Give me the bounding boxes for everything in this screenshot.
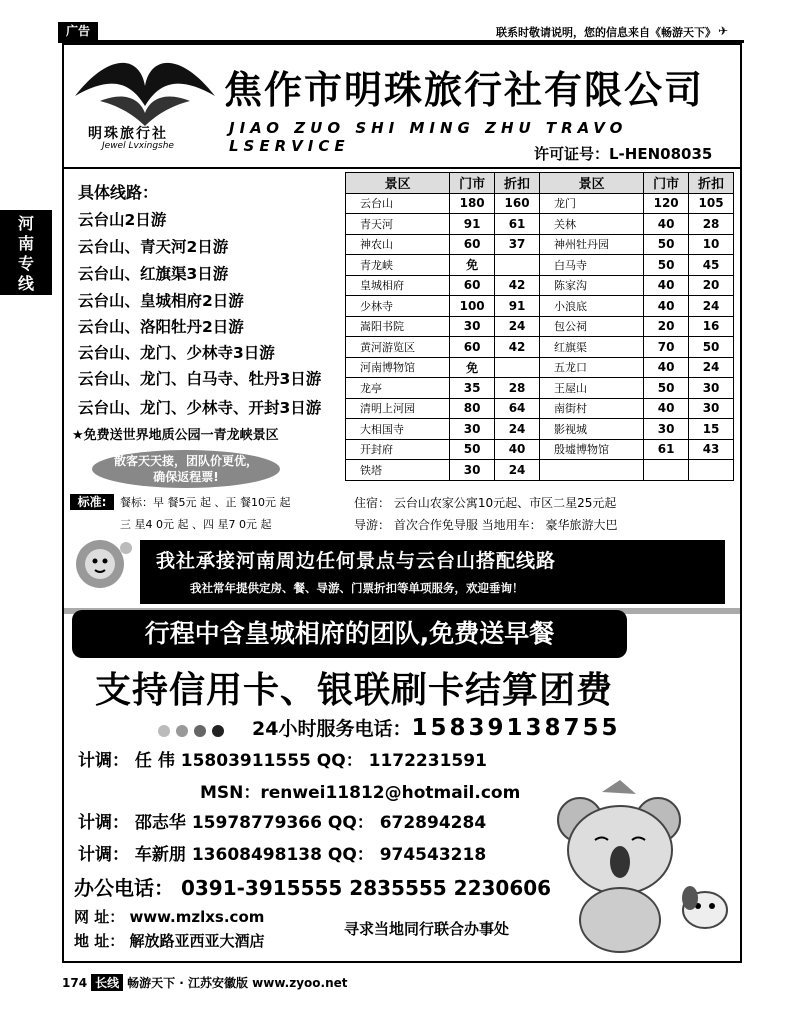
table-row <box>346 337 734 358</box>
table-row <box>346 296 734 317</box>
list-price-cell: 40 <box>644 357 689 378</box>
list-price-cell: 80 <box>450 398 495 419</box>
page-number: 174 <box>62 976 88 990</box>
breakfast-offer: 行程中含皇城相府的团队,免费送早餐 <box>72 610 627 658</box>
ad-tag: 广告 <box>58 22 98 40</box>
discount-price-cell: 15 <box>689 419 734 440</box>
discount-price-cell: 160 <box>495 193 540 214</box>
discount-price-cell: 16 <box>689 316 734 337</box>
table-row <box>346 460 734 481</box>
scenic-name-cell: 嵩阳书院 <box>346 316 450 337</box>
scenic-name-cell: 五龙口 <box>539 357 643 378</box>
discount-price-cell: 20 <box>689 275 734 296</box>
company-english-name: JIAO ZUO SHI MING ZHU TRAVO LSERVICE <box>229 119 628 155</box>
discount-price-cell: 42 <box>495 275 540 296</box>
service-banner <box>140 540 725 604</box>
list-price-cell: 91 <box>450 214 495 235</box>
route-item: 云台山、青天河2日游 <box>78 238 229 256</box>
footer-text: 畅游天下 · 江苏安徽版 www.zyoo.net <box>127 976 348 990</box>
list-price-cell: 20 <box>644 316 689 337</box>
hotel-standard: 三 星4 0元 起 、四 星7 0元 起 <box>120 518 272 531</box>
guarantee-line: 散客天天接，团队价更优， <box>113 454 258 468</box>
scenic-name-cell: 铁塔 <box>346 460 450 481</box>
scenic-name-cell: 河南博物馆 <box>346 357 450 378</box>
list-price-cell <box>644 460 689 481</box>
list-price-cell: 30 <box>450 316 495 337</box>
list-price-cell: 40 <box>644 296 689 317</box>
list-price-cell: 免 <box>450 357 495 378</box>
table-row <box>346 357 734 378</box>
list-price-cell: 30 <box>450 460 495 481</box>
lodging-info: 住宿： 云台山农家公寓10元起、市区二星25元起 <box>354 496 617 510</box>
discount-price-cell: 10 <box>689 234 734 255</box>
scenic-name-cell: 殷墟博物馆 <box>539 439 643 460</box>
dot-icon <box>212 725 224 737</box>
logo-text: 明珠旅行社 <box>88 126 168 142</box>
top-note: 联系时敬请说明，您的信息来自《畅游天下》 <box>496 26 716 39</box>
koala-mascot-icon <box>540 780 740 960</box>
discount-price-cell: 45 <box>689 255 734 276</box>
scenic-name-cell: 青龙峡 <box>346 255 450 276</box>
discount-price-cell <box>495 255 540 276</box>
list-price-cell: 50 <box>450 439 495 460</box>
col-header: 景区 <box>346 173 450 194</box>
hotline-label: 24小时服务电话： <box>252 718 412 740</box>
hotline-number[interactable]: 15839138755 <box>411 715 621 741</box>
company-name: 焦作市明珠旅行社有限公司 <box>224 67 705 112</box>
list-price-cell: 61 <box>644 439 689 460</box>
scenic-name-cell: 黄河游览区 <box>346 337 450 358</box>
discount-price-cell: 28 <box>689 214 734 235</box>
scenic-name-cell: 清明上河园 <box>346 398 450 419</box>
scenic-name-cell: 龙亭 <box>346 378 450 399</box>
discount-price-cell: 105 <box>689 193 734 214</box>
col-header: 门市 <box>644 173 689 194</box>
list-price-cell: 60 <box>450 275 495 296</box>
free-promo: ★免费送世界地质公园一青龙峡景区 <box>72 428 279 443</box>
route-item: 云台山、红旗渠3日游 <box>78 265 229 283</box>
scenic-name-cell: 神州牡丹园 <box>539 234 643 255</box>
pearl-logo-icon <box>70 51 220 129</box>
credit-card-notice: 支持信用卡、银联刷卡结算团费 <box>95 670 614 711</box>
company-header <box>64 45 740 169</box>
logo-pinyin: Jewel Lvxingshe <box>102 141 174 151</box>
scenic-name-cell: 少林寺 <box>346 296 450 317</box>
discount-price-cell: 37 <box>495 234 540 255</box>
list-price-cell: 40 <box>644 275 689 296</box>
scenic-name-cell: 云台山 <box>346 193 450 214</box>
scenic-name-cell: 王屋山 <box>539 378 643 399</box>
table-row <box>346 275 734 296</box>
msn-line: MSN：renwei11812@hotmail.com <box>200 783 521 803</box>
scenic-name-cell: 小浪底 <box>539 296 643 317</box>
scenic-name-cell: 开封府 <box>346 439 450 460</box>
col-header: 门市 <box>450 173 495 194</box>
list-price-cell: 50 <box>644 234 689 255</box>
address: 地 址： 解放路亚西亚大酒店 <box>74 932 265 950</box>
route-item: 云台山、洛阳牡丹2日游 <box>78 318 244 336</box>
decor-dots <box>158 722 230 741</box>
list-price-cell: 180 <box>450 193 495 214</box>
table-row <box>346 316 734 337</box>
table-row <box>346 214 734 235</box>
meal-standard: 餐标：早 餐5元 起 、正 餐10元 起 <box>120 496 291 509</box>
scenic-price-table <box>345 172 734 481</box>
scenic-name-cell: 神农山 <box>346 234 450 255</box>
lion-mascot-icon <box>68 532 138 602</box>
route-item: 云台山、龙门、少林寺、开封3日游 <box>78 399 322 417</box>
col-header: 折扣 <box>689 173 734 194</box>
discount-price-cell: 24 <box>495 460 540 481</box>
list-price-cell: 35 <box>450 378 495 399</box>
discount-price-cell: 24 <box>689 357 734 378</box>
discount-price-cell: 40 <box>495 439 540 460</box>
table-row <box>346 439 734 460</box>
scenic-name-cell: 影视城 <box>539 419 643 440</box>
list-price-cell: 50 <box>644 378 689 399</box>
route-item: 云台山、龙门、少林寺3日游 <box>78 344 275 362</box>
discount-price-cell: 64 <box>495 398 540 419</box>
discount-price-cell: 61 <box>495 214 540 235</box>
scenic-name-cell: 南街村 <box>539 398 643 419</box>
guarantee-line: 确保返程票! <box>153 470 219 484</box>
list-price-cell: 100 <box>450 296 495 317</box>
scenic-name-cell: 大相国寺 <box>346 419 450 440</box>
discount-price-cell: 30 <box>689 398 734 419</box>
page-footer <box>62 974 348 991</box>
list-price-cell: 60 <box>450 337 495 358</box>
scenic-name-cell: 包公祠 <box>539 316 643 337</box>
license-number: 许可证号：L-HEN08035 <box>534 145 713 163</box>
col-header: 景区 <box>539 173 643 194</box>
table-row <box>346 234 734 255</box>
standards-tag: 标准: <box>70 494 114 510</box>
route-item: 云台山、龙门、白马寺、牡丹3日游 <box>78 370 322 388</box>
scenic-name-cell: 龙门 <box>539 193 643 214</box>
routes-heading: 具体线路： <box>78 183 159 202</box>
side-tab-label: 河南专线 <box>17 214 34 293</box>
list-price-cell: 30 <box>450 419 495 440</box>
table-row <box>346 419 734 440</box>
dot-icon <box>176 725 188 737</box>
list-price-cell: 40 <box>644 214 689 235</box>
seek-partner: 寻求当地同行联合办事处 <box>344 920 510 938</box>
guide-info: 导游： 首次合作免导服 当地用车： 豪华旅游大巴 <box>354 518 618 532</box>
scenic-name-cell <box>539 460 643 481</box>
hotline <box>252 714 621 741</box>
scenic-name-cell: 红旗渠 <box>539 337 643 358</box>
table-row <box>346 193 734 214</box>
discount-price-cell: 30 <box>689 378 734 399</box>
discount-price-cell: 43 <box>689 439 734 460</box>
discount-price-cell: 42 <box>495 337 540 358</box>
discount-price-cell <box>495 357 540 378</box>
list-price-cell: 60 <box>450 234 495 255</box>
list-price-cell: 70 <box>644 337 689 358</box>
col-header: 折扣 <box>495 173 540 194</box>
table-row <box>346 398 734 419</box>
scenic-name-cell: 关林 <box>539 214 643 235</box>
dot-icon <box>194 725 206 737</box>
website[interactable]: 网 址： www.mzlxs.com <box>74 908 265 926</box>
route-item: 云台山2日游 <box>78 211 167 229</box>
list-price-cell: 40 <box>644 398 689 419</box>
route-item: 云台山、皇城相府2日游 <box>78 292 244 310</box>
scenic-name-cell: 皇城相府 <box>346 275 450 296</box>
office-phones: 办公电话： 0391-3915555 2835555 2230606 <box>74 876 552 900</box>
list-price-cell: 30 <box>644 419 689 440</box>
contact-line: 计调： 邵志华 15978779366 QQ： 672894284 <box>78 813 487 833</box>
side-tab <box>0 210 52 295</box>
discount-price-cell: 24 <box>689 296 734 317</box>
guarantee-oval <box>92 450 280 488</box>
discount-price-cell: 24 <box>495 419 540 440</box>
table-header-row <box>346 173 734 194</box>
list-price-cell: 50 <box>644 255 689 276</box>
discount-price-cell: 50 <box>689 337 734 358</box>
list-price-cell: 120 <box>644 193 689 214</box>
discount-price-cell: 24 <box>495 316 540 337</box>
table-row <box>346 378 734 399</box>
section-tag: 长线 <box>91 974 123 991</box>
scenic-name-cell: 青天河 <box>346 214 450 235</box>
contact-line: 计调： 车新朋 13608498138 QQ： 974543218 <box>78 845 487 865</box>
magazine-logo-icon: ✈ <box>718 24 729 38</box>
dot-icon <box>158 725 170 737</box>
list-price-cell: 免 <box>450 255 495 276</box>
discount-price-cell: 28 <box>495 378 540 399</box>
contact-line: 计调： 任 伟 15803911555 QQ： 1172231591 <box>78 751 487 771</box>
scenic-name-cell: 白马寺 <box>539 255 643 276</box>
discount-price-cell <box>689 460 734 481</box>
banner-subline: 我社常年提供定房、餐、导游、门票折扣等单项服务，欢迎垂询！ <box>190 581 524 595</box>
table-row <box>346 255 734 276</box>
banner-headline: 我社承接河南周边任何景点与云台山搭配线路 <box>156 550 557 572</box>
scenic-name-cell: 陈家沟 <box>539 275 643 296</box>
discount-price-cell: 91 <box>495 296 540 317</box>
